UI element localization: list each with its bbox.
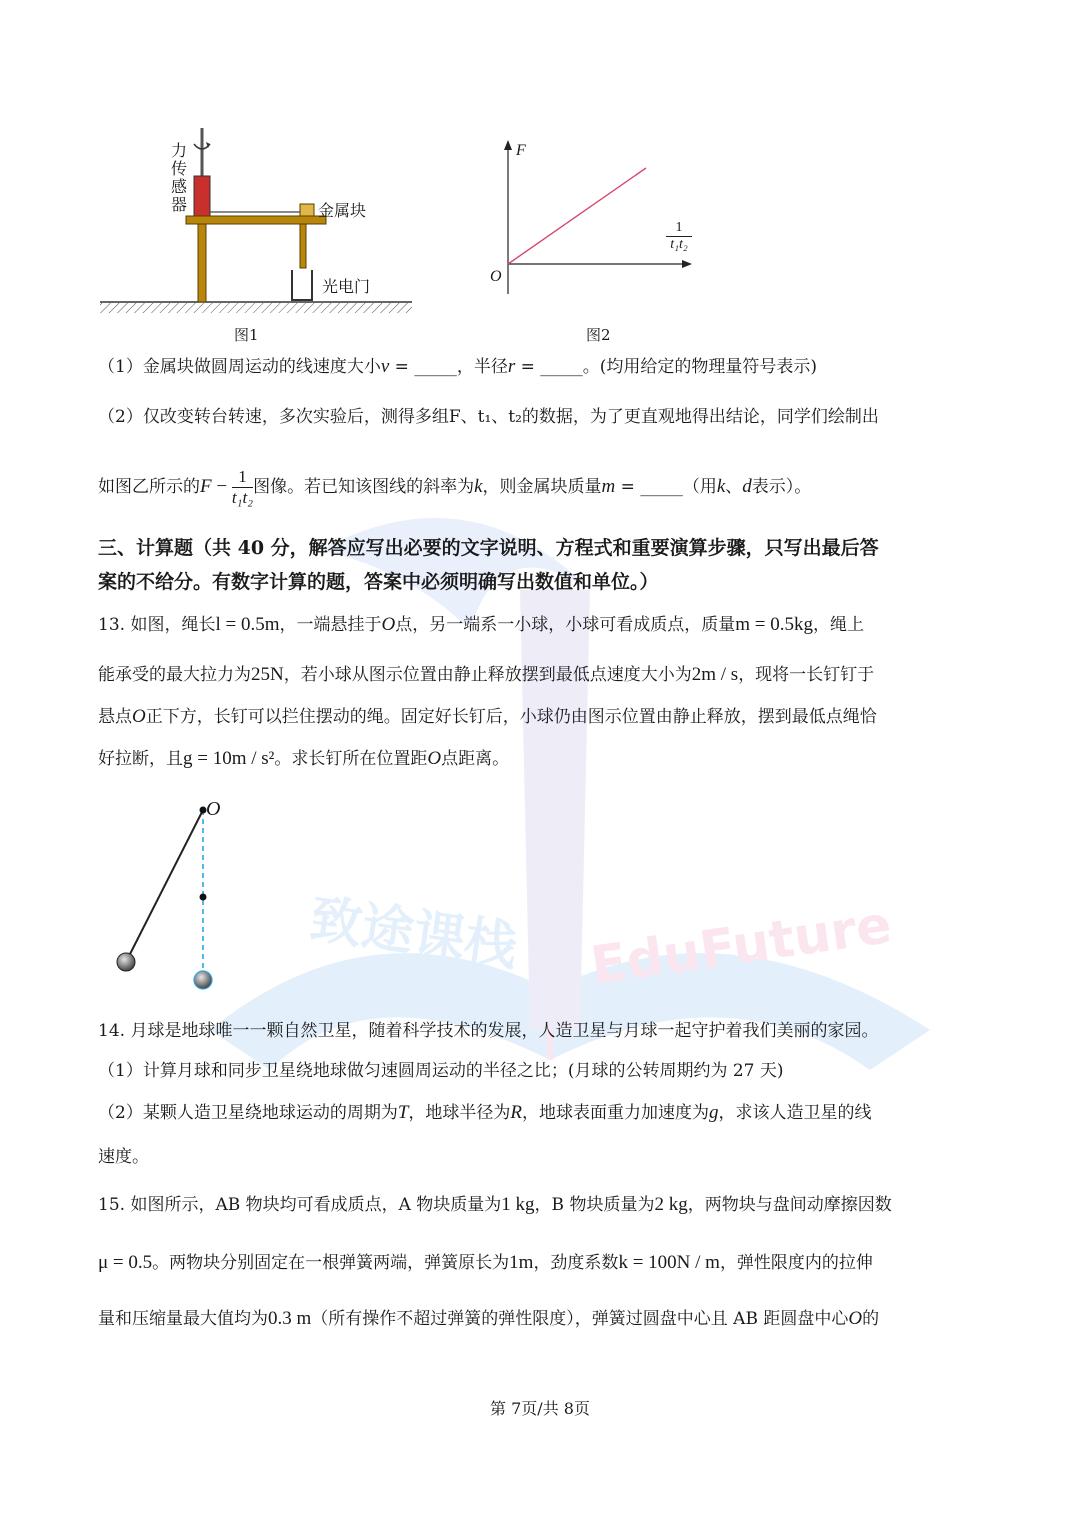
origin-label: O bbox=[490, 268, 502, 285]
q15-l2-length: 1m bbox=[509, 1252, 534, 1273]
q15-l3-b: （所有操作不超过弹簧的弹性限度），弹簧过圆盘中心且 AB 距圆盘中心 bbox=[311, 1309, 849, 1329]
axis-x-num: 1 bbox=[666, 220, 692, 237]
q12-p2-text-b: 图像。若已知该图线的斜率为 bbox=[253, 477, 475, 497]
q15-l2-b: ，劲度系数 bbox=[533, 1253, 619, 1273]
q12-part2-line2 bbox=[98, 462, 982, 512]
q13-l1-O: O bbox=[381, 614, 396, 635]
q15-l3-O: O bbox=[848, 1308, 863, 1329]
watermark-cn: 致途课栈 bbox=[306, 889, 521, 978]
page-number: 第 7页/共 8页 bbox=[490, 1399, 590, 1418]
q13-l3-b: 正下方，长钉可以拦住摆动的绳。固定好长钉后，小球仍由图示位置由静止释放，摆到最低点绳恰 bbox=[145, 707, 877, 727]
section-3-heading-line1: 三、计算题（共 40 分，解答应写出必要的文字说明、方程式和重要演算步骤，只写出最后答 bbox=[98, 537, 879, 559]
q14-line2: （1）计算月球和同步卫星绕地球做匀速圆周运动的半径之比；(月球的公转周期约为 27 天) bbox=[98, 1061, 784, 1081]
q14-line4: 速度。 bbox=[98, 1147, 149, 1167]
q12-p2-var-d: d bbox=[742, 476, 752, 497]
q13-l1-d: ，绳上 bbox=[812, 615, 864, 635]
q13-l4-O: O bbox=[427, 748, 442, 769]
q13-l2-tension: 25N bbox=[251, 664, 284, 685]
q13-l4-b: 。求长钉所在位置距 bbox=[274, 749, 428, 769]
q12-p2-text-d: = _____（用 bbox=[615, 477, 717, 497]
q14-l3-d: ，求该人造卫星的线 bbox=[718, 1103, 872, 1123]
q12-p2-frac-den: t₁t₂ bbox=[231, 488, 254, 507]
q15-l1-mass-A: 1 kg bbox=[501, 1194, 535, 1215]
q12-p2-var-m: m bbox=[601, 476, 616, 497]
q12-p2-minus: − bbox=[211, 476, 232, 497]
q13-l4-c: 点距离。 bbox=[441, 749, 510, 769]
q13-l4-a: 好拉断，且 bbox=[98, 749, 183, 769]
q13-l1-a: 13. 如图，绳长 bbox=[98, 615, 216, 635]
q14-l3-g: g bbox=[709, 1102, 719, 1123]
q12-p1-text-a: （1）金属块做圆周运动的线速度大小 bbox=[98, 357, 381, 377]
q15-l2-mu: μ = 0.5 bbox=[98, 1252, 153, 1273]
q14-l3-a: （2）某颗人造卫星绕地球运动的周期为 bbox=[98, 1103, 398, 1123]
figure-2-graph bbox=[488, 138, 698, 298]
q15-l1-b: ，B 物块质量为 bbox=[534, 1195, 655, 1215]
q13-l1-c: 点，另一端系一小球，小球可看成质点，质量 bbox=[395, 615, 736, 635]
q12-p1-text-c: = _____。(均用给定的物理量符号表示) bbox=[515, 357, 818, 377]
q15-line1 bbox=[98, 1192, 982, 1218]
watermark-en: EduFuture bbox=[587, 895, 896, 997]
q12-p2-text-a: 如图乙所示的 bbox=[98, 477, 200, 497]
q13-l3-a: 悬点 bbox=[98, 707, 132, 727]
axis-y-label: F bbox=[516, 142, 526, 159]
q12-p2-text-e: 、 bbox=[725, 477, 743, 497]
q14-line1: 14. 月球是地球唯一一颗自然卫星，随着科学技术的发展，人造卫星与月球一起守护着我们美丽的家园。 bbox=[98, 1021, 879, 1041]
figure-2-caption: 图2 bbox=[586, 326, 611, 344]
q15-line3 bbox=[98, 1306, 982, 1332]
q15-l2-k: k = 100N / m bbox=[618, 1252, 720, 1273]
q14-l3-T: T bbox=[397, 1102, 409, 1123]
q12-p2-text-f: 表示）。 bbox=[751, 477, 812, 497]
q13-l2-b: ，若小球从图示位置由静止释放摆到最低点速度大小为 bbox=[283, 665, 692, 685]
q13-line1 bbox=[98, 612, 982, 638]
q13-l1-length: l = 0.5m bbox=[215, 614, 280, 635]
section-3-heading-line2: 案的不给分。有数字计算的题，答案中必须明确写出数值和单位。） bbox=[98, 571, 659, 593]
q12-p1-text-b: = _____，半径 bbox=[389, 357, 508, 377]
axis-x-den: t₁t₂ bbox=[670, 237, 688, 252]
q13-l3-O: O bbox=[132, 706, 146, 727]
q12-p2-frac-num: 1 bbox=[232, 467, 253, 488]
q15-l1-c: ，两物块与盘间动摩擦因数 bbox=[687, 1195, 892, 1215]
q15-l2-c: ，弹性限度内的拉伸 bbox=[719, 1253, 873, 1273]
q14-l3-b: ，地球半径为 bbox=[408, 1103, 511, 1123]
q15-l1-mass-B: 2 kg bbox=[654, 1194, 688, 1215]
q13-line4 bbox=[98, 746, 982, 772]
pendulum-point-O: O bbox=[206, 798, 221, 820]
q15-l3-x: 0.3 m bbox=[268, 1308, 312, 1329]
q15-l2-a: 。两物块分别固定在一根弹簧两端，弹簧原长为 bbox=[152, 1253, 510, 1273]
q13-l1-mass: m = 0.5kg bbox=[735, 614, 813, 635]
q12-p1-var-r: r bbox=[507, 356, 516, 377]
q13-line2 bbox=[98, 662, 982, 688]
q14-l3-c: ，地球表面重力加速度为 bbox=[522, 1103, 710, 1123]
q14-line3 bbox=[98, 1100, 982, 1126]
q12-p2-var-k: k bbox=[474, 476, 483, 497]
q12-p2-var-k2: k bbox=[716, 476, 726, 497]
q15-line2 bbox=[98, 1250, 982, 1276]
graph-line bbox=[508, 168, 646, 264]
q13-line3 bbox=[98, 704, 982, 730]
figure-pendulum bbox=[100, 796, 250, 996]
q12-p2-fraction bbox=[232, 467, 253, 508]
label-metal-block: 金属块 bbox=[318, 201, 367, 220]
q13-l2-c: ，现将一长钉钉于 bbox=[738, 665, 875, 685]
q12-part1 bbox=[98, 354, 982, 380]
q14-l3-R: R bbox=[510, 1102, 523, 1123]
q12-p2-text-c: ，则金属块质量 bbox=[482, 477, 602, 497]
q12-part2-line1: （2）仅改变转台转速，多次实验后，测得多组F、t₁、t₂的数据，为了更直观地得出结论，同学们绘制出 bbox=[98, 407, 879, 427]
q13-l2-speed: 2m / s bbox=[691, 664, 739, 685]
q13-l2-a: 能承受的最大拉力为 bbox=[98, 665, 251, 685]
q12-p1-var-v: v bbox=[380, 356, 390, 377]
axis-x-label bbox=[666, 220, 692, 253]
q15-l3-a: 量和压缩量最大值均为 bbox=[98, 1309, 268, 1329]
q15-l1-a: 15. 如图所示，AB 物块均可看成质点，A 物块质量为 bbox=[98, 1195, 502, 1215]
label-force-sensor: 力传感器 bbox=[170, 141, 187, 214]
q13-l4-gravity: g = 10m / s² bbox=[183, 748, 275, 769]
figure-1-caption: 图1 bbox=[234, 326, 259, 344]
q12-p2-var-F: F bbox=[200, 476, 212, 497]
label-photogate: 光电门 bbox=[322, 277, 371, 296]
q15-l3-c: 的 bbox=[862, 1309, 880, 1329]
q13-l1-b: ，一端悬挂于 bbox=[279, 615, 382, 635]
